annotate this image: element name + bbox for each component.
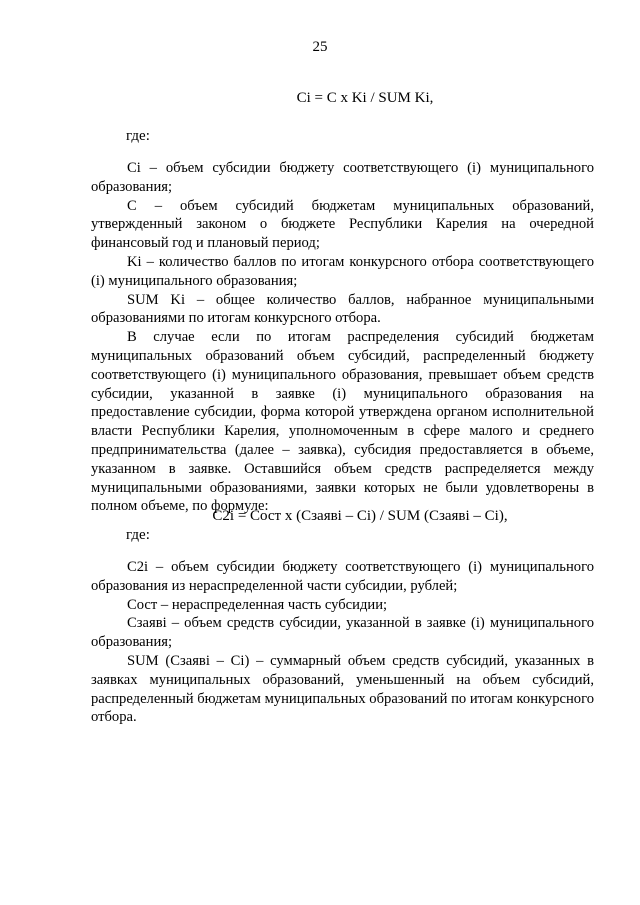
- paragraph-sost-definition: Сост – нераспределенная часть субсидии;: [127, 596, 388, 613]
- where-label-2: где:: [126, 527, 150, 543]
- paragraph-ki-definition: Ki – количество баллов по итогам конкурсного отбора соответствующего (i) муниципального образования;: [91, 253, 594, 289]
- formula-subsidy-share: Ci = C x Ki / SUM Ki,: [296, 90, 434, 106]
- paragraph-sum-ki-definition: SUM Ki – общее количество баллов, набранное муниципальными образованиями по итогам конкурсного отбора.: [91, 291, 594, 327]
- paragraph-sum-szayav-definition: SUM (Сзаяві – Ci) – суммарный объем средств субсидий, указанных в заявках муниципальных образований, уменьшенный на объем субсидий, распределенный бюджетам муниципальных образований по итогам конкурсного отбора.: [91, 652, 594, 726]
- paragraph-c-definition: C – объем субсидий бюджетам муниципальных образований, утвержденный законом о бюджете Республики Карелия на очередной финансовый год и плановый период;: [91, 197, 594, 252]
- definitions-block-1: [91, 159, 594, 516]
- paragraph-ci-definition: Ci – объем субсидии бюджету соответствующего (i) муниципального образования;: [91, 160, 594, 195]
- definitions-block-2: [91, 558, 594, 727]
- page-number: 25: [312, 39, 328, 55]
- paragraph-redistribution-rule: В случае если по итогам распределения субсидий бюджетам муниципальных образований объем субсидий, распределенный бюджету соответствующего (i) муниципального образования, превышает объем средств субсидии, указанной в заявке (i) муниципального образования на предоставление субсидии, форма которой утверждена органом исполнительной власти Республики Карелия, уполномоченным в сфере малого и среднего предпринимательства (далее – заявка), субсидия предоставляется в объеме, указанном в заявке. Оставшийся объем средств распределяется между муниципальными образованиями, заявки которых не были удовлетворены в полном объеме, по формуле:: [91, 329, 594, 515]
- where-label-1: где:: [126, 128, 150, 144]
- paragraph-c2i-definition: C2i – объем субсидии бюджету соответствующего (i) муниципального образования из нераспределенной части субсидии, рублей;: [91, 559, 594, 594]
- formula-remainder-share: C2i = Сост x (Сзаяві – Ci) / SUM (Сзаяві – Ci),: [212, 508, 508, 524]
- paragraph-szayav-definition: Сзаяві – объем средств субсидии, указанной в заявке (i) муниципального образования;: [91, 615, 594, 651]
